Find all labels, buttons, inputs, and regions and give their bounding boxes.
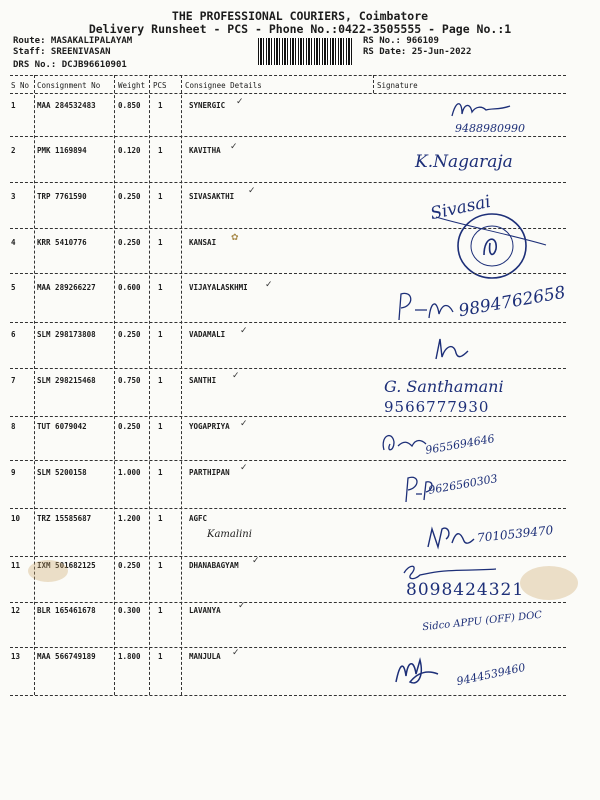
row-9-weight: 1.000 <box>118 468 141 477</box>
row-8-consignee: YOGAPRIYA <box>189 422 230 431</box>
row-1-signature: 9488980990 <box>455 122 525 135</box>
row-11-divider <box>10 602 566 603</box>
col-consignee: Consignee Details <box>185 81 262 90</box>
row-3-pcs: 1 <box>158 192 163 201</box>
row-5-tick-icon: ✓ <box>265 280 273 290</box>
row-9-tick-icon: ✓ <box>240 463 248 473</box>
row-12-consignee: LAVANYA <box>189 606 221 615</box>
row-3-consignee: SIVASAKTHI <box>189 192 235 201</box>
row-6-consignee: VADAMALI <box>189 330 226 339</box>
row-6-divider <box>10 368 566 369</box>
col-consignment: Consignment No <box>37 81 101 90</box>
row-13-sno: 13 <box>11 652 21 661</box>
company-stamp-icon <box>432 205 548 283</box>
row-7-phone: 9566777930 <box>384 398 490 416</box>
row-4-divider <box>10 273 566 274</box>
row-6-sno: 6 <box>11 330 16 339</box>
row-10-signature: 7010539470 <box>476 523 554 545</box>
row-4-sno: 4 <box>11 238 16 247</box>
runsheet-title: Delivery Runsheet - PCS - Phone No.:0422-3505555 - Page No.:1 <box>88 22 512 36</box>
row-9-pcs: 1 <box>158 468 163 477</box>
row-4-consignee: KANSAI <box>189 238 217 247</box>
row-2-weight: 0.120 <box>118 146 141 155</box>
row-11-tick-icon: ✓ <box>252 556 260 566</box>
rs-date: RS Date: 25-Jun-2022 <box>363 47 472 57</box>
row-3-tick-icon: ✓ <box>248 186 256 196</box>
row-10-divider <box>10 556 566 557</box>
row-1-sno: 1 <box>11 101 16 110</box>
row-1-consignee: SYNERGIC <box>189 101 226 110</box>
col-sno: S No <box>11 81 30 90</box>
row-7-signature: G. Santhamani <box>384 377 504 396</box>
row-1-pcs: 1 <box>158 101 163 110</box>
row-8-pcs: 1 <box>158 422 163 431</box>
row-12-divider <box>10 647 566 648</box>
row-5-pcs: 1 <box>158 283 163 292</box>
row-2-signature: K.Nagaraja <box>415 152 513 172</box>
row-13-signature-scribble-icon <box>392 652 442 688</box>
row-3-sno: 3 <box>11 192 16 201</box>
row-2-pcs: 1 <box>158 146 163 155</box>
route-label: Route: MASAKALIPALAYAM <box>13 36 133 46</box>
col-signature: Signature <box>377 81 418 90</box>
row-2-consignment: PMK 1169894 <box>37 146 87 155</box>
row-8-consignment: TUT 6079042 <box>37 422 87 431</box>
row-10-consignee: AGFC <box>189 514 208 523</box>
row-7-tick-icon: ✓ <box>232 371 240 381</box>
col-weight: Weight <box>118 81 146 90</box>
row-4-weight: 0.250 <box>118 238 141 247</box>
stain-left <box>28 560 68 582</box>
row-6-pcs: 1 <box>158 330 163 339</box>
row-3-consignment: TRP 7761590 <box>37 192 87 201</box>
row-4-pcs: 1 <box>158 238 163 247</box>
row-11-consignee: DHANABAGYAM <box>189 561 239 570</box>
drs-number: DRS No.: DCJB96610901 <box>13 60 127 70</box>
stain-right <box>520 566 578 600</box>
row-13-signature: 9444539460 <box>455 660 527 689</box>
row-5-signature-scribble-icon <box>393 290 463 324</box>
company-title: THE PROFESSIONAL COURIERS, Coimbatore <box>171 9 429 23</box>
row-10-sno: 10 <box>11 514 21 523</box>
row-9-sno: 9 <box>11 468 16 477</box>
row-7-divider <box>10 416 566 417</box>
row-2-tick-icon: ✓ <box>230 142 238 152</box>
row-12-signature: Sidco APPU (OFF) DOC <box>421 609 543 634</box>
row-12-tick-icon: ✓ <box>238 601 246 611</box>
row-3-signature: Sivasai <box>428 191 493 225</box>
row-5-consignee: VIJAYALASKHMI <box>189 283 248 292</box>
row-3-weight: 0.250 <box>118 192 141 201</box>
row-13-consignee: MANJULA <box>189 652 221 661</box>
row-11-consignment: IXM 501682125 <box>37 561 96 570</box>
staff-label: Staff: SREENIVASAN <box>13 47 111 57</box>
rs-number: RS No.: 966109 <box>363 36 439 46</box>
row-1-divider <box>10 136 566 137</box>
row-12-sno: 12 <box>11 606 21 615</box>
row-8-tick-icon: ✓ <box>240 419 248 429</box>
row-1-consignment: MAA 284532483 <box>37 101 96 110</box>
row-10-pcs: 1 <box>158 514 163 523</box>
row-7-consignee: SANTHI <box>189 376 217 385</box>
row-8-divider <box>10 460 566 461</box>
row-1-weight: 0.850 <box>118 101 141 110</box>
row-9-signature: 9626560303 <box>427 472 499 497</box>
row-1-tick-icon: ✓ <box>236 97 244 107</box>
row-9-consignee: PARTHIPAN <box>189 468 230 477</box>
row-7-sno: 7 <box>11 376 16 385</box>
row-9-consignment: SLM 5200158 <box>37 468 87 477</box>
row-8-weight: 0.250 <box>118 422 141 431</box>
row-2-divider <box>10 182 566 183</box>
row-2-sno: 2 <box>11 146 16 155</box>
row-11-weight: 0.250 <box>118 561 141 570</box>
row-7-pcs: 1 <box>158 376 163 385</box>
barcode <box>258 38 352 65</box>
row-6-weight: 0.250 <box>118 330 141 339</box>
row-5-divider <box>10 322 566 323</box>
row-7-consignment: SLM 298215468 <box>37 376 96 385</box>
row-10-signature-scribble-icon <box>424 523 476 553</box>
row-6-consignment: SLM 298173808 <box>37 330 96 339</box>
row-11-pcs: 1 <box>158 561 163 570</box>
row-13-weight: 1.800 <box>118 652 141 661</box>
row-5-weight: 0.600 <box>118 283 141 292</box>
row-11-signature: 8098424321 <box>406 580 525 600</box>
row-5-sno: 5 <box>11 283 16 292</box>
row-7-weight: 0.750 <box>118 376 141 385</box>
row-5-signature: 9894762658 <box>457 282 568 322</box>
row-12-pcs: 1 <box>158 606 163 615</box>
row-2-consignee: KAVITHA <box>189 146 221 155</box>
row-12-consignment: BLR 165461678 <box>37 606 96 615</box>
row-8-signature-scribble-icon <box>378 428 428 456</box>
row-13-consignment: MAA 566749189 <box>37 652 96 661</box>
row-6-tick-icon: ✓ <box>240 326 248 336</box>
row-9-divider <box>10 508 566 509</box>
row-11-sno: 11 <box>11 561 21 570</box>
row-8-sno: 8 <box>11 422 16 431</box>
row-10-weight: 1.200 <box>118 514 141 523</box>
row-10-note: Kamalini <box>207 529 252 540</box>
row-5-consignment: MAA 289266227 <box>37 283 96 292</box>
row-4-mark-icon: ✿ <box>231 233 239 243</box>
header-rule <box>10 93 566 94</box>
row-4-consignment: KRR 5410776 <box>37 238 87 247</box>
row-6-signature-scribble-icon <box>432 335 472 363</box>
row-10-consignment: TRZ 15585687 <box>37 514 92 523</box>
table-top-rule <box>10 75 566 76</box>
col-pcs: PCS <box>153 81 167 90</box>
row-13-tick-icon: ✓ <box>232 648 240 658</box>
row-13-pcs: 1 <box>158 652 163 661</box>
row-8-signature: 9655694646 <box>424 432 496 457</box>
row-12-weight: 0.300 <box>118 606 141 615</box>
table-bottom-rule <box>10 695 566 696</box>
